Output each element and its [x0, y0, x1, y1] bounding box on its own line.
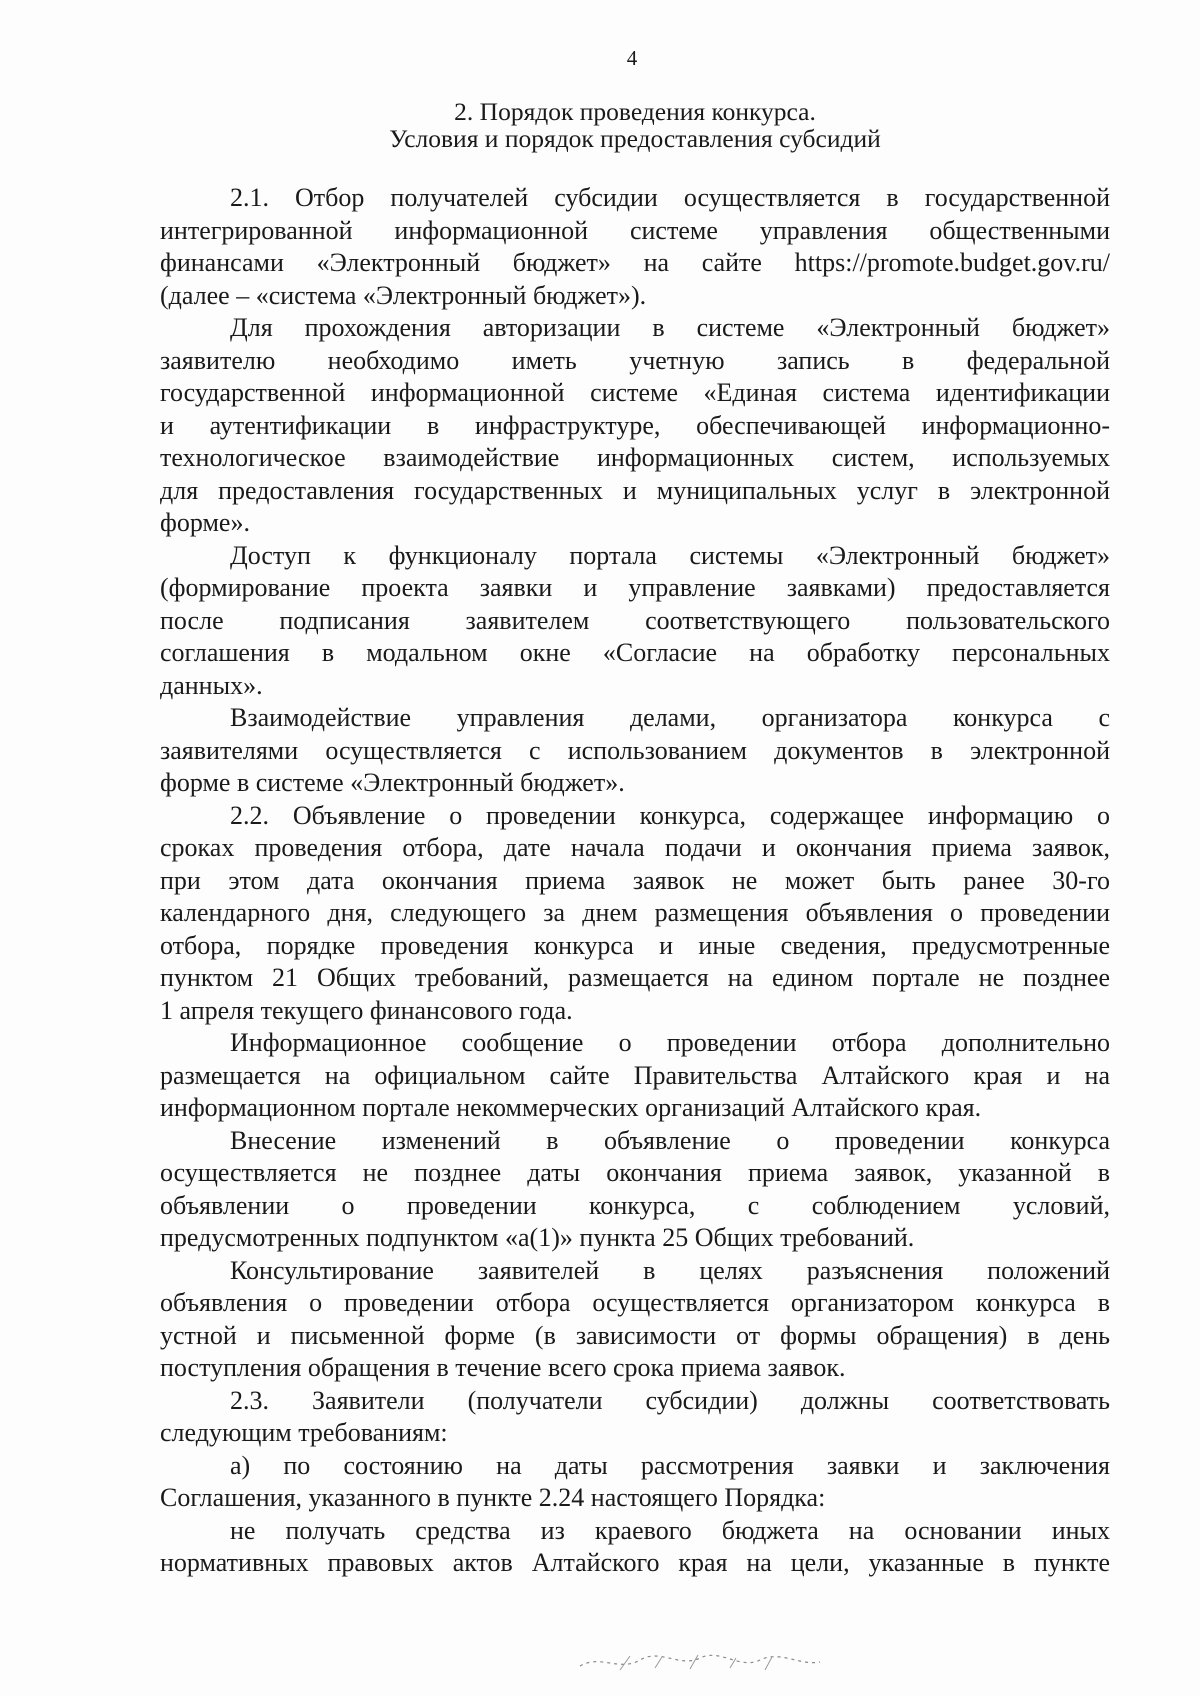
text-line: предусмотренных подпунктом «а(1)» пункта 25 Общих требований. — [160, 1223, 915, 1252]
text-line: 2.3. Заявители (получатели субсидии) должны соответствовать — [230, 1385, 1110, 1415]
text-line: для предоставления государственных и муниципальных услуг в электронной — [160, 475, 1110, 505]
text-line: не получать средства из краевого бюджета на основании иных — [230, 1515, 1110, 1545]
text-line: осуществляется не позднее даты окончания приема заявок, указанной в — [160, 1158, 1110, 1187]
text-line: (далее – «система «Электронный бюджет»). — [160, 280, 647, 310]
text-line: отбора, порядке проведения конкурса и иные сведения, предусмотренные — [160, 930, 1110, 960]
text-line: Доступ к функционалу портала системы «Электронный бюджет» — [230, 540, 1110, 570]
text-line: Внесение изменений в объявление о проведении конкурса — [230, 1125, 1110, 1155]
text-line: Соглашения, указанного в пункте 2.24 настоящего Порядка: — [160, 1483, 826, 1512]
text-line: интегрированной информационной системе управления общественными — [160, 215, 1110, 245]
text-line: и аутентификации в инфраструктуре, обеспечивающей информационно- — [160, 410, 1110, 440]
scan-stamp-mark — [560, 1648, 880, 1676]
text-line: технологическое взаимодействие информационных систем, используемых — [160, 443, 1110, 472]
text-line: заявителю необходимо иметь учетную запись в федеральной — [160, 345, 1110, 375]
text-line: 2.1. Отбор получателей субсидии осуществляется в государственной — [230, 183, 1110, 212]
section-heading — [160, 98, 1110, 152]
text-line: поступления обращения в течение всего срока приема заявок. — [160, 1353, 846, 1382]
text-line: 1 апреля текущего финансового года. — [160, 995, 573, 1025]
text-line: устной и письменной форме (в зависимости от формы обращения) в день — [160, 1320, 1110, 1350]
section-heading-line-1: 2. Порядок проведения конкурса. — [454, 97, 816, 126]
page-number: 4 — [626, 46, 638, 70]
text-line: заявителями осуществляется с использованием документов в электронной — [160, 735, 1110, 765]
text-line: объявлении о проведении конкурса, с соблюдением условий, — [160, 1190, 1110, 1220]
text-line: данных». — [160, 670, 263, 700]
text-line: а) по состоянию на даты рассмотрения заявки и заключения — [230, 1450, 1110, 1480]
text-line: нормативных правовых актов Алтайского края на цели, указанные в пункте — [160, 1548, 1110, 1577]
text-line: при этом дата окончания приема заявок не может быть ранее 30-го — [160, 865, 1110, 895]
text-line: соглашения в модальном окне «Согласие на обработку персональных — [160, 638, 1110, 667]
text-line: форме в системе «Электронный бюджет». — [160, 768, 625, 797]
text-line: Взаимодействие управления делами, организатора конкурса с — [230, 703, 1110, 732]
text-line: Информационное сообщение о проведении отбора дополнительно — [230, 1028, 1110, 1057]
text-line: пунктом 21 Общих требований, размещается на едином портале не позднее — [160, 963, 1110, 992]
section-heading-line-2: Условия и порядок предоставления субсидий — [389, 124, 881, 153]
text-line: после подписания заявителем соответствующего пользовательского — [160, 605, 1110, 635]
text-line: форме». — [160, 508, 250, 537]
text-line: Для прохождения авторизации в системе «Электронный бюджет» — [230, 313, 1110, 342]
text-line: объявления о проведении отбора осуществляется организатором конкурса в — [160, 1288, 1110, 1317]
text-line: сроках проведения отбора, дате начала подачи и окончания приема заявок, — [160, 833, 1110, 862]
text-line: (формирование проекта заявки и управление заявками) предоставляется — [160, 573, 1110, 602]
text-line: информационном портале некоммерческих организаций Алтайского края. — [160, 1093, 982, 1122]
text-line: Консультирование заявителей в целях разъяснения положений — [230, 1255, 1110, 1285]
text-line: календарного дня, следующего за днем размещения объявления о проведении — [160, 898, 1110, 927]
text-line: государственной информационной системе «Единая система идентификации — [160, 378, 1110, 407]
document-body — [160, 182, 1110, 1580]
text-line: 2.2. Объявление о проведении конкурса, содержащее информацию о — [230, 800, 1110, 830]
text-line: размещается на официальном сайте Правительства Алтайского края и на — [160, 1060, 1110, 1090]
text-line: следующим требованиям: — [160, 1418, 448, 1447]
text-line: финансами «Электронный бюджет» на сайте https://promote.budget.gov.ru/ — [160, 248, 1110, 277]
